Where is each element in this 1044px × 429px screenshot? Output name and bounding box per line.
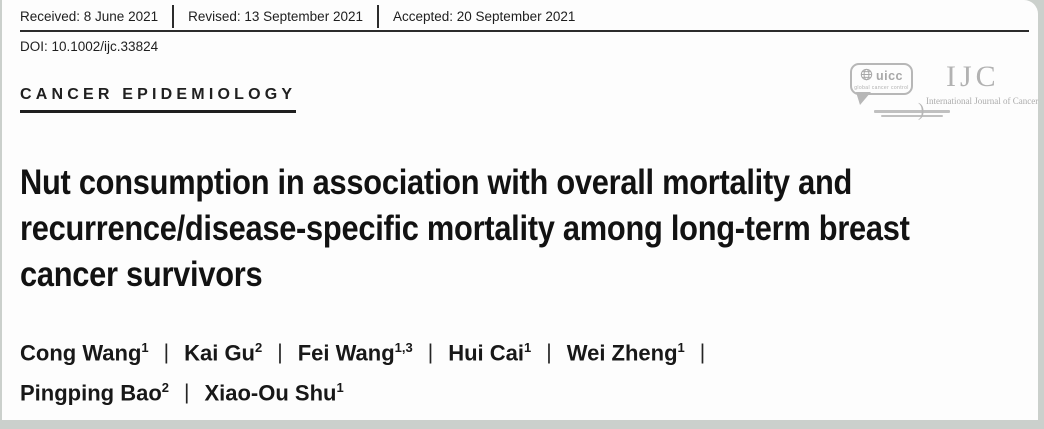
author: Wei Zheng$^1$ bbox=[566, 340, 685, 366]
author-affiliation: 1 bbox=[336, 380, 344, 395]
section-label: CANCER EPIDEMIOLOGY bbox=[20, 86, 296, 113]
history-separator-bar bbox=[172, 5, 174, 28]
author-affiliation: 1 bbox=[524, 340, 532, 355]
author: Hui Cai$^1$ bbox=[448, 340, 532, 366]
author-affiliation: 1,3 bbox=[394, 340, 413, 355]
author: Kai Gu$^2$ bbox=[184, 340, 263, 366]
uicc-logo bbox=[850, 63, 913, 95]
author: Xiao-Ou Shu$^1$ bbox=[204, 380, 344, 406]
uicc-tagline: global cancer control bbox=[854, 84, 909, 91]
author-affiliation: 2 bbox=[161, 380, 169, 395]
doi-text: DOI: 10.1002/ijc.33824 bbox=[20, 39, 159, 54]
logo-divider: ) bbox=[918, 100, 925, 121]
article-history-bar bbox=[20, 5, 575, 28]
uicc-logo-top bbox=[860, 68, 903, 85]
author-separator: | bbox=[546, 341, 552, 365]
author-affiliation: 2 bbox=[255, 340, 263, 355]
author-affiliation: 1 bbox=[677, 340, 685, 355]
author-separator: | bbox=[184, 381, 190, 405]
author-separator: | bbox=[163, 341, 170, 365]
revised-date: Revised: 13 September 2021 bbox=[188, 9, 363, 24]
author: Pingping Bao$^2$ bbox=[20, 380, 169, 406]
title-line: Nut consumption in association with overall mortality and bbox=[20, 163, 853, 202]
accepted-date: Accepted: 20 September 2021 bbox=[392, 9, 576, 24]
title-line: cancer survivors bbox=[20, 255, 263, 294]
history-separator-bar bbox=[377, 5, 379, 28]
title-line: recurrence/disease-specific mortality among long-term breast bbox=[20, 209, 910, 248]
article-page bbox=[2, 0, 1038, 420]
author-row bbox=[20, 340, 720, 380]
article-title bbox=[20, 160, 910, 298]
author-separator: | bbox=[277, 341, 283, 365]
uicc-wordmark: uicc bbox=[875, 68, 903, 83]
author-list bbox=[20, 340, 720, 420]
ijc-wordmark: IJC bbox=[946, 60, 1000, 93]
author: Cong Wang$^1$ bbox=[20, 340, 149, 366]
journal-branding bbox=[830, 58, 1038, 130]
author-row bbox=[20, 380, 720, 420]
uicc-membership-text bbox=[874, 110, 950, 119]
author-separator: | bbox=[427, 341, 434, 365]
author: Fei Wang$^{1,3}$ bbox=[297, 340, 413, 366]
author-affiliation: 1 bbox=[141, 340, 149, 355]
author-separator: | bbox=[699, 341, 706, 365]
globe-icon bbox=[860, 68, 873, 85]
received-date: Received: 8 June 2021 bbox=[20, 9, 159, 24]
journal-name: International Journal of Cancer bbox=[926, 96, 1039, 106]
header-rule bbox=[20, 30, 1029, 32]
